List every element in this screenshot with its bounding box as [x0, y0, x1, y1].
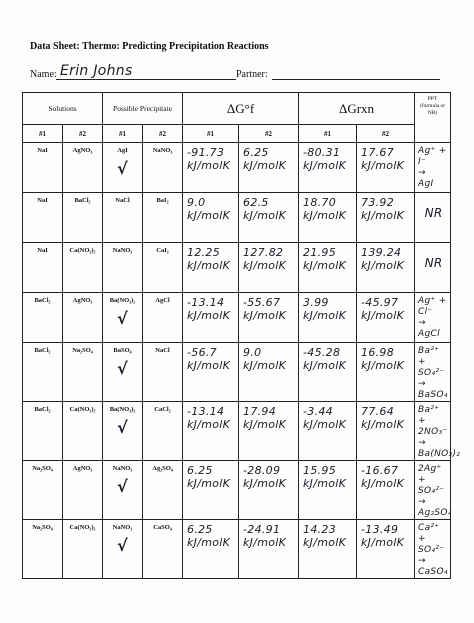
table-row — [23, 461, 451, 520]
subheader: #2 — [63, 125, 103, 143]
ppt-header-line1: PPT — [427, 96, 438, 102]
dgrxn-2-cell — [357, 402, 415, 461]
name-line — [56, 79, 236, 80]
ppt-nr: NR — [424, 256, 443, 270]
data-table — [22, 92, 461, 579]
dgf-2-cell-value: 17.94 — [243, 405, 277, 418]
dgrxn-1-cell-unit: kJ/molK — [303, 418, 347, 431]
precipitate-1-cell — [103, 343, 143, 402]
dgf-2-cell-unit: kJ/molK — [243, 418, 287, 431]
precipitate-1-label: NaCl — [115, 197, 130, 204]
ppt-arrow: → — [418, 318, 426, 328]
dgf-1-cell — [183, 520, 239, 579]
table-row — [23, 520, 451, 579]
precipitate-1-cell — [103, 243, 143, 293]
subheader: #2 — [357, 125, 415, 143]
dgf-1-cell-value: 9.0 — [187, 196, 206, 209]
ppt-arrow: → — [418, 168, 426, 178]
dgrxn-1-cell-unit: kJ/molK — [303, 477, 347, 490]
checkmark-icon: √ — [117, 159, 128, 178]
precipitate-1-label: Ba(NO₃)₂ — [109, 297, 136, 304]
ppt-header — [415, 93, 451, 143]
dgf-1-cell-value: 6.25 — [187, 523, 213, 536]
ppt-ions: Ag⁺ + I⁻ — [418, 146, 447, 167]
precipitate-1-cell — [103, 143, 143, 193]
dgrxn-2-cell-value: -16.67 — [361, 464, 399, 477]
ppt-arrow: → — [418, 438, 426, 448]
dgf-1-cell-value: 6.25 — [187, 464, 213, 477]
dgf-1-cell-value: -13.14 — [187, 296, 225, 309]
dgrxn-2-cell-unit: kJ/molK — [361, 159, 405, 172]
precipitate-1-cell — [103, 461, 143, 520]
dgf-2-cell — [239, 143, 299, 193]
ppt-header-line2: (formula or — [419, 103, 446, 109]
dgrxn-2-cell — [357, 193, 415, 243]
dgrxn-1-cell-unit: kJ/molK — [303, 259, 347, 272]
dgf-1-cell-value: -91.73 — [187, 146, 225, 159]
dgrxn-2-cell-value: 16.98 — [361, 346, 395, 359]
solution-2-cell: BaCl₂ — [63, 193, 103, 243]
dgrxn-2-cell-value: 139.24 — [361, 246, 402, 259]
dgf-2-cell-value: -28.09 — [243, 464, 281, 477]
dgrxn-1-cell — [299, 143, 357, 193]
dgrxn-1-cell-unit: kJ/molK — [303, 359, 347, 372]
ppt-cell — [415, 143, 451, 193]
precipitate-2-cell: BaI₂ — [143, 193, 183, 243]
solution-2-cell: AgNO₃ — [63, 293, 103, 343]
precipitate-2-cell: Ag₂SO₄ — [143, 461, 183, 520]
dgrxn-1-cell — [299, 243, 357, 293]
subheader: #1 — [183, 125, 239, 143]
solution-2-cell: Ca(NO₃)₂ — [63, 520, 103, 579]
dgf-2-cell — [239, 343, 299, 402]
dgrxn-2-cell-unit: kJ/molK — [361, 259, 405, 272]
partner-line — [272, 79, 440, 80]
dgf-1-cell-unit: kJ/molK — [187, 359, 231, 372]
dgrxn-2-cell-unit: kJ/molK — [361, 536, 405, 549]
ppt-arrow: → — [418, 556, 426, 566]
solution-1-cell: Na₂SO₄ — [23, 461, 63, 520]
solution-1-cell: NaI — [23, 143, 63, 193]
precipitate-1-cell — [103, 293, 143, 343]
solutions-header: Solutions — [23, 93, 103, 125]
dgf-1-cell-value: 12.25 — [187, 246, 221, 259]
dgrxn-1-cell — [299, 343, 357, 402]
solution-1-cell: BaCl₂ — [23, 293, 63, 343]
dgf-2-cell-unit: kJ/molK — [243, 359, 287, 372]
subheader: #1 — [299, 125, 357, 143]
dgf-2-cell-unit: kJ/molK — [243, 159, 287, 172]
precipitate-2-cell: CaI₂ — [143, 243, 183, 293]
dgrxn-1-cell-unit: kJ/molK — [303, 309, 347, 322]
ppt-formula: AgCl — [418, 329, 440, 339]
dgrxn-1-cell-value: 21.95 — [303, 246, 337, 259]
ppt-arrow: → — [418, 379, 426, 389]
precipitate-1-cell — [103, 520, 143, 579]
precipitate-2-cell: NaNO₃ — [143, 143, 183, 193]
precipitate-2-cell: NaCl — [143, 343, 183, 402]
dgrxn-header: ΔGrxn — [299, 93, 415, 125]
dgf-1-cell — [183, 293, 239, 343]
dgf-2-cell-unit: kJ/molK — [243, 259, 287, 272]
dgrxn-1-cell — [299, 402, 357, 461]
ppt-header-line3: NR) — [427, 110, 438, 116]
table-row — [23, 243, 451, 293]
table-row — [23, 343, 451, 402]
dgrxn-1-cell-value: -80.31 — [303, 146, 341, 159]
ppt-cell — [415, 343, 451, 402]
solution-2-cell: AgNO₃ — [63, 143, 103, 193]
dgf-2-cell-value: 6.25 — [243, 146, 269, 159]
dgrxn-1-cell — [299, 293, 357, 343]
dgf-2-cell-value: 9.0 — [243, 346, 262, 359]
ppt-formula: BaSO₄ — [418, 390, 448, 400]
dgf-2-cell — [239, 461, 299, 520]
dgf-1-cell-unit: kJ/molK — [187, 209, 231, 222]
precipitate-2-cell: CaCl₂ — [143, 402, 183, 461]
precipitate-2-cell: AgCl — [143, 293, 183, 343]
checkmark-icon: √ — [117, 309, 128, 328]
solution-2-cell: Ca(NO₃)₂ — [63, 402, 103, 461]
dgrxn-2-cell — [357, 343, 415, 402]
dgf-2-cell-value: -55.67 — [243, 296, 281, 309]
dgrxn-2-cell — [357, 143, 415, 193]
ppt-formula: Ba(NO₃)₂ — [418, 449, 461, 459]
ppt-formula: AgI — [418, 179, 434, 189]
ppt-formula: CaSO₄ — [418, 567, 448, 577]
dgrxn-1-cell-unit: kJ/molK — [303, 536, 347, 549]
dgf-2-cell-value: -24.91 — [243, 523, 281, 536]
dgf-1-cell — [183, 343, 239, 402]
name-row — [30, 63, 440, 82]
dgrxn-2-cell-unit: kJ/molK — [361, 477, 405, 490]
precipitate-1-label: Ba(NO₃)₂ — [109, 406, 136, 413]
dgrxn-2-cell-value: -13.49 — [361, 523, 399, 536]
dgf-1-cell — [183, 402, 239, 461]
dgf-1-cell — [183, 461, 239, 520]
dgrxn-1-cell-value: 15.95 — [303, 464, 337, 477]
table-row — [23, 193, 451, 243]
subheader: #1 — [23, 125, 63, 143]
dgf-2-cell-value: 62.5 — [243, 196, 269, 209]
dgrxn-2-cell — [357, 293, 415, 343]
ppt-ions: Ba²⁺ + 2NO₃⁻ — [418, 405, 448, 437]
ppt-cell — [415, 193, 451, 243]
ppt-arrow: → — [418, 497, 426, 507]
table-row — [23, 293, 451, 343]
name-value: Erin Johns — [60, 63, 133, 79]
dgf-1-cell — [183, 143, 239, 193]
dgrxn-1-cell-value: 3.99 — [303, 296, 329, 309]
dgf-1-cell-unit: kJ/molK — [187, 477, 231, 490]
solution-1-cell: Na₂SO₄ — [23, 520, 63, 579]
ppt-ions: Ca²⁺ + SO₄²⁻ — [418, 523, 445, 555]
solution-2-cell: Ca(NO₃)₂ — [63, 243, 103, 293]
dgrxn-1-cell — [299, 193, 357, 243]
ppt-cell — [415, 402, 461, 461]
checkmark-icon: √ — [117, 477, 128, 496]
solution-1-cell: BaCl₂ — [23, 402, 63, 461]
dgf-header: ΔG°f — [183, 93, 299, 125]
dgf-1-cell-unit: kJ/molK — [187, 536, 231, 549]
dgrxn-2-cell — [357, 461, 415, 520]
dgf-1-cell-unit: kJ/molK — [187, 309, 231, 322]
dgf-1-cell — [183, 243, 239, 293]
dgrxn-1-cell-value: -45.28 — [303, 346, 341, 359]
precipitate-1-label: BaSO₄ — [113, 347, 132, 354]
dgf-2-cell-unit: kJ/molK — [243, 536, 287, 549]
ppt-ions: 2Ag⁺ + SO₄²⁻ — [418, 464, 445, 496]
precipitate-1-label: NaNO₃ — [112, 247, 133, 254]
possible-precipitate-header: Possible Precipitate — [103, 93, 183, 125]
dgf-2-cell — [239, 402, 299, 461]
dgrxn-2-cell-unit: kJ/molK — [361, 209, 405, 222]
ppt-ions: Ag⁺ + Cl⁻ — [418, 296, 447, 317]
dgrxn-2-cell-unit: kJ/molK — [361, 309, 405, 322]
dgrxn-1-cell — [299, 461, 357, 520]
dgf-1-cell-value: -56.7 — [187, 346, 217, 359]
dgf-2-cell-unit: kJ/molK — [243, 309, 287, 322]
precipitate-2-cell: CaSO₄ — [143, 520, 183, 579]
dgf-1-cell-value: -13.14 — [187, 405, 225, 418]
subheader: #2 — [239, 125, 299, 143]
solution-2-cell: Na₂SO₄ — [63, 343, 103, 402]
dgrxn-2-cell-unit: kJ/molK — [361, 359, 405, 372]
dgf-2-cell-unit: kJ/molK — [243, 209, 287, 222]
precipitate-1-cell — [103, 193, 143, 243]
checkmark-icon: √ — [117, 536, 128, 555]
ppt-cell — [415, 293, 451, 343]
ppt-nr: NR — [424, 206, 443, 220]
dgrxn-1-cell-value: -3.44 — [303, 405, 333, 418]
dgrxn-1-cell-unit: kJ/molK — [303, 209, 347, 222]
page-title: Data Sheet: Thermo: Predicting Precipitation Reactions — [30, 41, 269, 52]
dgf-1-cell-unit: kJ/molK — [187, 159, 231, 172]
dgrxn-1-cell-value: 18.70 — [303, 196, 337, 209]
dgf-2-cell — [239, 520, 299, 579]
ppt-cell — [415, 461, 451, 520]
precipitate-1-label: NaNO₃ — [112, 524, 133, 531]
table-row — [23, 143, 451, 193]
ppt-cell — [415, 520, 451, 579]
dgrxn-1-cell — [299, 520, 357, 579]
solution-1-cell: NaI — [23, 243, 63, 293]
dgrxn-2-cell-value: 17.67 — [361, 146, 395, 159]
dgrxn-2-cell-unit: kJ/molK — [361, 418, 405, 431]
table-row — [23, 402, 451, 461]
partner-label: Partner: — [236, 69, 268, 80]
ppt-ions: Ba²⁺ + SO₄²⁻ — [418, 346, 445, 378]
solution-1-cell: BaCl₂ — [23, 343, 63, 402]
precipitate-1-label: NaNO₃ — [112, 465, 133, 472]
dgrxn-2-cell-value: -45.97 — [361, 296, 399, 309]
dgrxn-2-cell-value: 77.64 — [361, 405, 395, 418]
solution-2-cell: AgNO₃ — [63, 461, 103, 520]
solution-1-cell: NaI — [23, 193, 63, 243]
precipitate-1-label: AgI — [117, 147, 128, 154]
precipitate-1-cell — [103, 402, 143, 461]
subheader: #2 — [143, 125, 183, 143]
checkmark-icon: √ — [117, 418, 128, 437]
dgrxn-2-cell — [357, 520, 415, 579]
ppt-cell — [415, 243, 451, 293]
dgrxn-2-cell — [357, 243, 415, 293]
dgf-1-cell — [183, 193, 239, 243]
checkmark-icon: √ — [117, 359, 128, 378]
dgf-2-cell — [239, 293, 299, 343]
dgf-2-cell — [239, 193, 299, 243]
ppt-formula: Ag₂SO₄ — [418, 508, 452, 518]
dgf-1-cell-unit: kJ/molK — [187, 418, 231, 431]
name-label: Name: — [30, 69, 57, 80]
dgrxn-1-cell-value: 14.23 — [303, 523, 337, 536]
dgf-2-cell-unit: kJ/molK — [243, 477, 287, 490]
dgf-2-cell-value: 127.82 — [243, 246, 284, 259]
dgrxn-2-cell-value: 73.92 — [361, 196, 395, 209]
dgrxn-1-cell-unit: kJ/molK — [303, 159, 347, 172]
dgf-2-cell — [239, 243, 299, 293]
subheader: #1 — [103, 125, 143, 143]
dgf-1-cell-unit: kJ/molK — [187, 259, 231, 272]
